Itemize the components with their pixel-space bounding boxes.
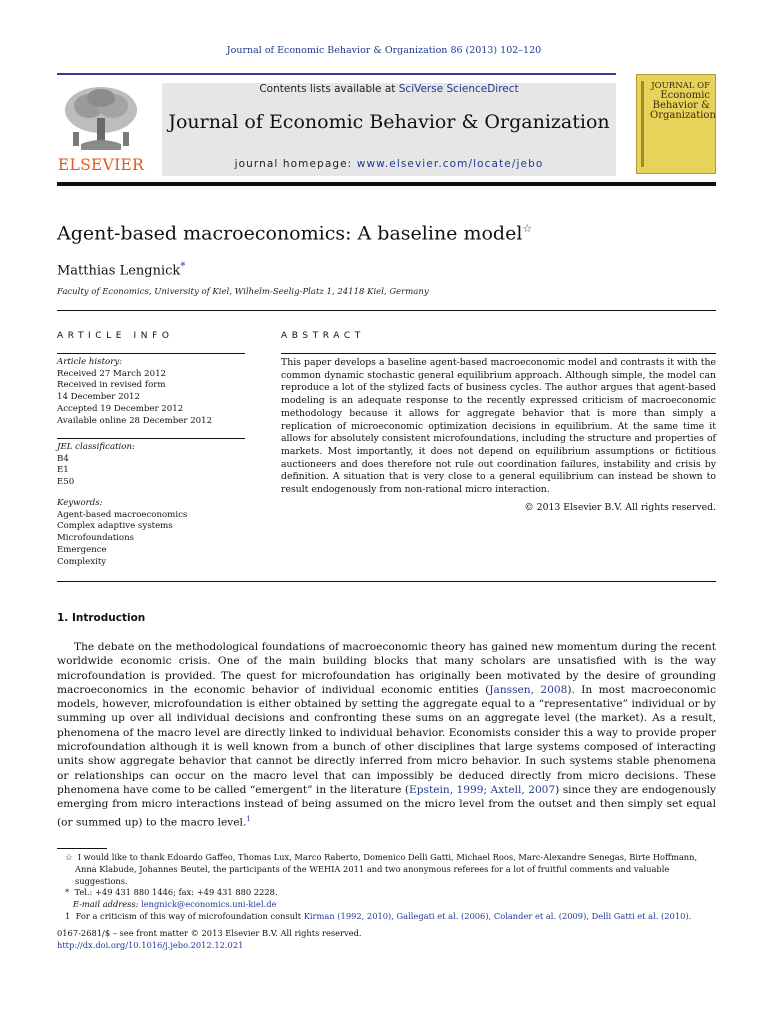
cover-line: JOURNAL OF xyxy=(651,81,710,91)
info-rule xyxy=(57,438,245,439)
author-footnote-mark[interactable]: * xyxy=(180,261,186,272)
contents-line xyxy=(162,83,616,95)
history-item: Available online 28 December 2012 xyxy=(57,415,213,426)
footnote xyxy=(57,887,716,899)
journal-masthead xyxy=(162,83,616,176)
title-footnote-mark[interactable]: ☆ xyxy=(522,222,533,235)
journal-citation[interactable]: Journal of Economic Behavior & Organization 86 (2013) 102–120 xyxy=(226,45,542,56)
contents-prefix: Contents lists available at xyxy=(259,83,399,95)
jel-classification xyxy=(57,442,245,489)
footnote-mark: * xyxy=(65,887,70,898)
section-rule xyxy=(57,310,716,311)
tree-icon xyxy=(61,84,141,154)
affiliation: Faculty of Economics, University of Kiel, Wilhelm-Seelig-Platz 1, 24118 Kiel, Germany xyxy=(57,287,429,297)
email-link[interactable]: lengnick@economics.uni-kiel.de xyxy=(141,899,277,910)
abstract-text: This paper develops a baseline agent-based macroeconomic model and contrasts it with the common dynamic stochastic general equilibrium approach. Although simple, the model can reproduce a lot of the stylized facts of business cycles. The author argues that agent-based modeling is an adequate response to the recently expressed criticism of macroeconomic methodology because it allows for aggregate behavior that is more than simply a replication of microeconomic optimization decisions in equilibrium. At the same time it allows for absolutely consistent microfoundations, including the structure and properties of markets. Most importantly, it does not depend on equilibrium assumptions or fictitious auctioneers and does therefore not rule out coordination failures, instability and crisis by definition. A situation that is very close to a general equilibrium can instead be shown to result endogenously from non-rational micro interaction. xyxy=(281,357,716,496)
elsevier-logo xyxy=(57,84,145,176)
publisher-name: ELSEVIER xyxy=(57,156,145,174)
cover-line: Behavior & xyxy=(652,100,710,111)
section-heading: 1. Introduction xyxy=(57,612,146,624)
abstract-copyright: © 2013 Elsevier B.V. All rights reserved. xyxy=(524,502,716,513)
sciencedirect-link[interactable]: SciVerse ScienceDirect xyxy=(398,83,519,95)
body-text: ) since they are endogenously emerging from micro interactions instead of being assumed on the micro level from the outset and then simply set equal (or summed up) to the macro level. xyxy=(57,783,716,829)
intro-paragraph xyxy=(57,640,716,829)
keyword: Complexity xyxy=(57,556,107,567)
email-label: E-mail address: xyxy=(72,899,139,910)
history-item: Accepted 19 December 2012 xyxy=(57,403,184,414)
history-item: Received 27 March 2012 xyxy=(57,368,167,379)
keywords-label: Keywords: xyxy=(57,498,103,508)
homepage-link[interactable]: www.elsevier.com/locate/jebo xyxy=(356,158,544,170)
homepage-line xyxy=(162,158,616,170)
history-item: Received in revised form xyxy=(57,380,166,391)
author-name: Matthias Lengnick xyxy=(57,263,181,279)
keyword: Agent-based macroeconomics xyxy=(57,509,188,520)
keywords xyxy=(57,498,245,568)
footnote-rule xyxy=(57,848,107,849)
footnote xyxy=(57,899,716,911)
abstract-rule xyxy=(281,353,716,354)
jel-code: B4 xyxy=(57,453,69,464)
keyword: Emergence xyxy=(57,544,107,555)
journal-title: Journal of Economic Behavior & Organization xyxy=(168,111,610,133)
article-title xyxy=(57,222,532,244)
author-line xyxy=(57,261,185,278)
keyword: Complex adaptive systems xyxy=(57,521,173,532)
history-label: Article history: xyxy=(57,357,123,367)
header-rule xyxy=(57,73,616,75)
jel-code: E1 xyxy=(57,465,69,476)
section-rule xyxy=(57,581,716,582)
body-text: ). In most macroeconomic models, however, microfoundation is either obtained by setting the aggregate equal to a “representative” individual or by summing up over all individual decisions and confronting these sums on an aggregate level (the market). As a result, phenomena of the macro level are directly linked to individual behavior. Economists consider this a way to provide proper microfoundation although it is well known from a bunch of other disciplines that large systems composed of interacting units show aggregate behavior that cannot be directly inferred from micro behavior. In such systems stable phenomena or relationships can occur on the macro level that can impossibly be deduced directly from micro decisions. These phenomena have come to be called “emergent” in the literature ( xyxy=(57,683,716,796)
footnote-text: Tel.: +49 431 880 1446; fax: +49 431 880 2228. xyxy=(74,887,278,898)
footnote-end: . xyxy=(688,910,692,921)
footnote-text: I would like to thank Edoardo Gaffeo, Thomas Lux, Marco Raberto, Domenico Delli Gatti, Michael Roos, Marc-Alexandre Senegas, Birte Hoffmann, Anna Klabude, Johannes Beutel, the participants of the WEHIA 2011 and two anonymous referees for a lot of fruitful comments and valuable suggestions. xyxy=(75,852,698,886)
issn-line: 0167-2681/$ – see front matter © 2013 Elsevier B.V. All rights reserved. xyxy=(57,928,362,938)
footnotes xyxy=(57,852,716,923)
footnote-link[interactable]: 1 xyxy=(246,814,251,823)
doi-link[interactable]: http://dx.doi.org/10.1016/j.jebo.2012.12.021 xyxy=(57,939,244,950)
footnote-ref-links[interactable]: Kirman (1992, 2010), Gallegati et al. (2006), Colander et al. (2009), Delli Gatti et al. (2010) xyxy=(303,910,689,921)
article-info-heading: ARTICLE INFO xyxy=(57,331,174,341)
body-text: The debate on the methodological foundations of macroeconomic theory has gained new momentum during the recent worldwide economic crisis. One of the main building blocks that many scholars are unsatisfied with is the way microfoundation is provided. The quest for microfoundation has originally been motivated by the desire of grounding macroeconomics in the economic behavior of individual economic entities ( xyxy=(57,641,716,696)
footnote xyxy=(57,911,716,923)
journal-cover xyxy=(636,74,716,174)
masthead-rule xyxy=(57,182,716,186)
footnote-text: For a criticism of this way of microfoundation consult xyxy=(75,910,304,921)
cover-line: Economic xyxy=(660,90,710,101)
jel-label: JEL classification: xyxy=(57,442,135,452)
abstract-heading: ABSTRACT xyxy=(281,331,365,341)
footnote-mark: 1 xyxy=(65,910,71,921)
cover-title xyxy=(650,81,716,121)
citation-link[interactable]: Janssen, 2008 xyxy=(489,683,568,696)
homepage-prefix: journal homepage: xyxy=(234,158,357,170)
front-matter xyxy=(57,928,362,952)
citation-link[interactable]: Epstein, 1999; Axtell, 2007 xyxy=(409,783,556,796)
footnote xyxy=(57,852,716,887)
footnote-mark: ☆ xyxy=(65,852,73,862)
cover-line: Organization xyxy=(650,110,716,121)
history-item: 14 December 2012 xyxy=(57,392,140,403)
cover-stripe xyxy=(641,81,644,167)
article-history xyxy=(57,357,245,427)
info-rule xyxy=(57,353,245,354)
article-title-text: Agent-based macroeconomics: A baseline model xyxy=(57,222,523,245)
jel-code: E50 xyxy=(57,477,75,488)
keyword: Microfoundations xyxy=(57,533,135,544)
